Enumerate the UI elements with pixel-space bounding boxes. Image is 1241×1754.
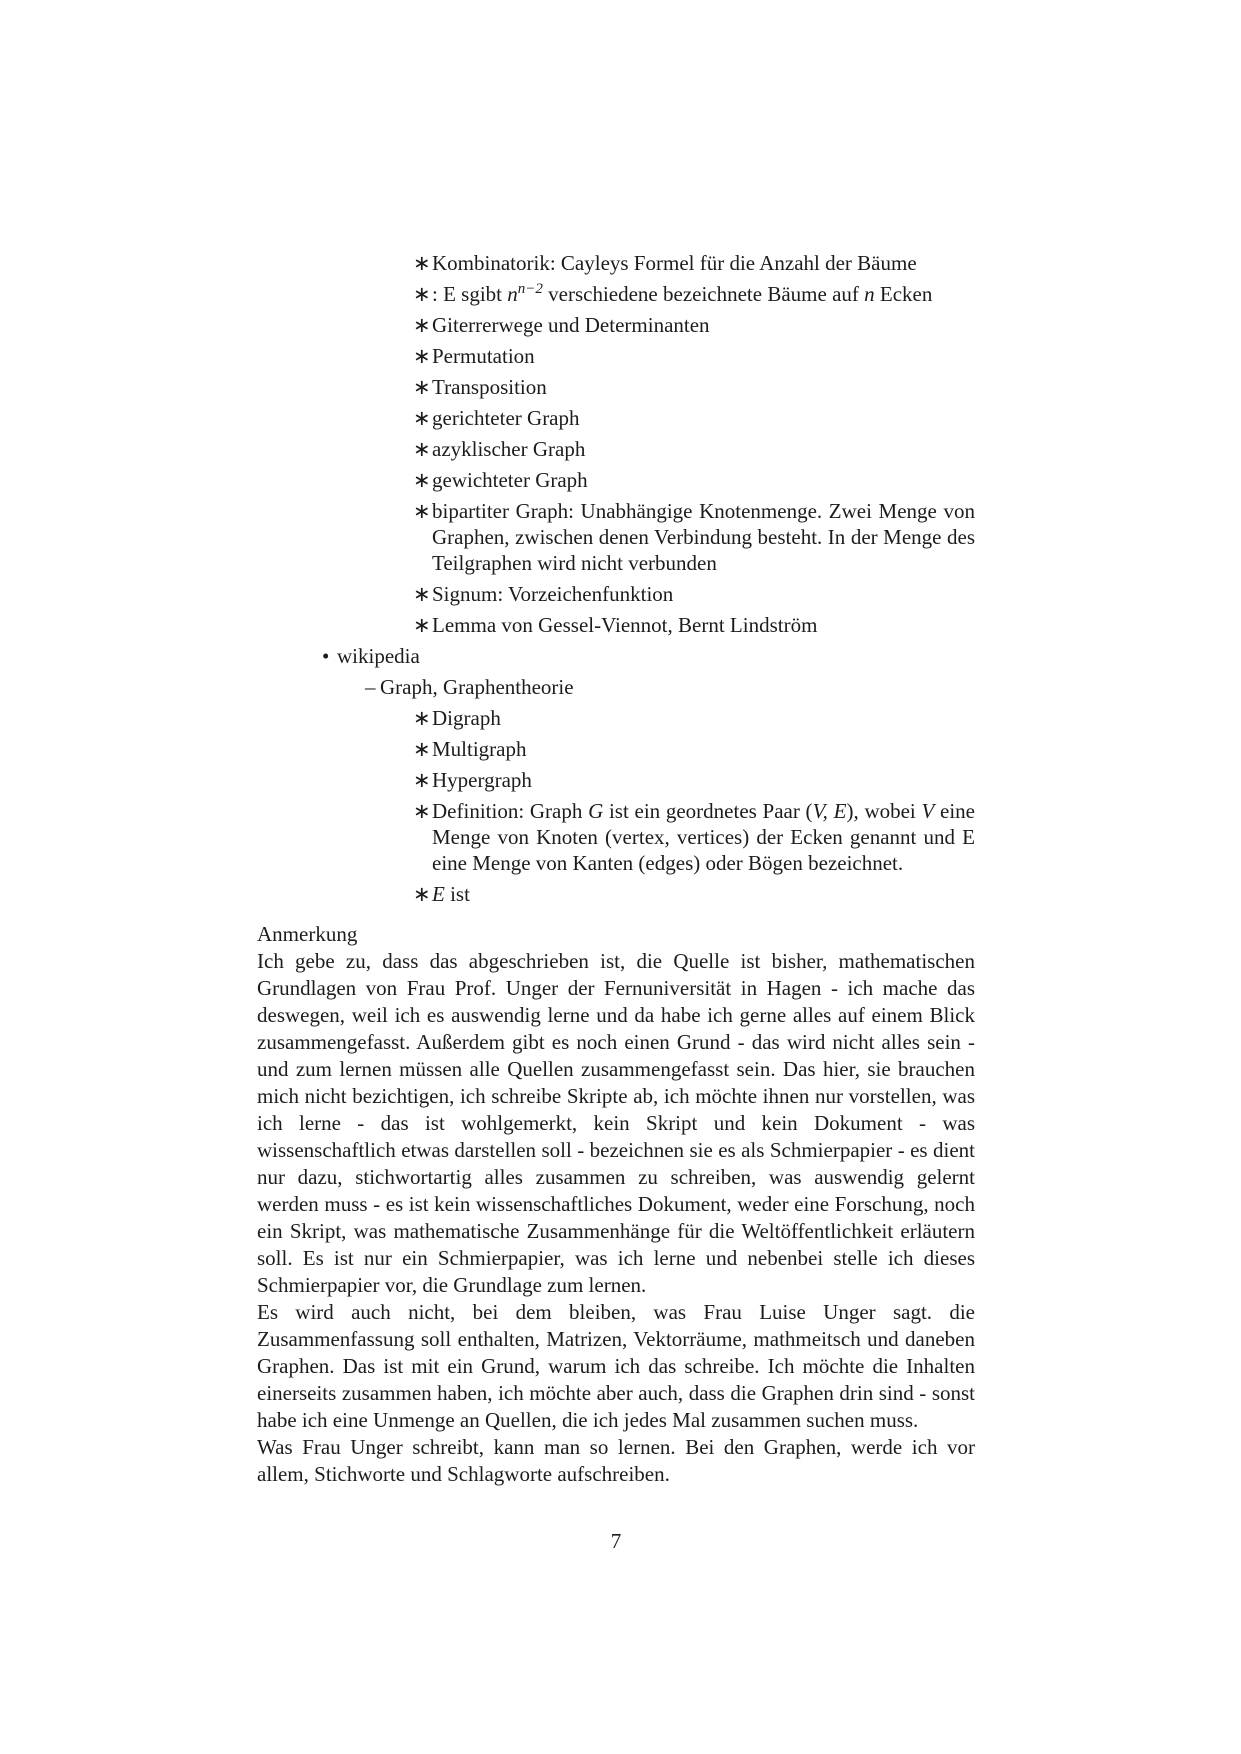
text-run: eine Menge von Knoten (vertex, vertices) der Ecken genannt und E eine Menge von Kanten (edges) oder Bögen bezeichnet. <box>432 799 975 875</box>
note-paragraph: Was Frau Unger schreibt, kann man so lernen. Bei den Graphen, werde ich vor allem, Stichworte und Schlagworte aufschreiben. <box>257 1435 975 1486</box>
text-run: V, E <box>812 799 847 823</box>
outline-item <box>257 767 975 793</box>
list-marker: ∗ <box>413 582 431 606</box>
outline-item <box>257 250 975 276</box>
text-run: wikipedia <box>337 644 420 668</box>
outline-item-text <box>432 799 975 875</box>
text-run: E <box>432 882 445 906</box>
outline-item-text <box>337 644 420 668</box>
outline-item-text <box>432 882 470 906</box>
outline-item-text <box>432 406 580 430</box>
list-marker: ∗ <box>413 613 431 637</box>
outline-item <box>257 467 975 493</box>
outline-item <box>257 612 975 638</box>
text-run: n <box>507 282 518 306</box>
outline-item-text <box>432 706 501 730</box>
text-run: Transposition <box>432 375 547 399</box>
list-marker: ∗ <box>413 882 431 906</box>
outline-item <box>257 736 975 762</box>
note-paragraph: Es wird auch nicht, bei dem bleiben, was Frau Luise Unger sagt. die Zusammenfassung soll enthalten, Matrizen, Vektorräume, mathmeitsch und daneben Graphen. Das ist mit ein Grund, warum ich das schreibe. Ich möchte die Inhalten einerseits zusammen haben, ich möchte aber auch, dass die Graphen drin sind - sonst habe ich eine Unmenge an Quellen, die ich jedes Mal zusammen suchen muss. <box>257 1300 975 1432</box>
list-marker: ∗ <box>413 768 431 792</box>
list-marker: • <box>322 644 330 668</box>
text-run: Digraph <box>432 706 501 730</box>
outline-item <box>257 343 975 369</box>
outline-item-text <box>432 582 673 606</box>
outline-item <box>257 881 975 907</box>
list-marker: ∗ <box>413 706 431 730</box>
outline-item-text <box>432 251 917 275</box>
text-run: V <box>921 799 935 823</box>
outline-item-text <box>432 768 532 792</box>
text-run: ), wobei <box>846 799 922 823</box>
note-section <box>257 921 975 1488</box>
note-paragraphs <box>257 948 975 1488</box>
text-run: Multigraph <box>432 737 527 761</box>
list-marker: – <box>365 675 376 699</box>
note-heading: Anmerkung <box>257 922 358 946</box>
outline-item <box>257 674 975 700</box>
outline-item <box>257 581 975 607</box>
outline-item-text <box>432 282 932 306</box>
math-superscript: n−2 <box>517 281 543 297</box>
list-marker: ∗ <box>413 344 431 368</box>
outline-item <box>257 643 975 669</box>
list-marker: ∗ <box>413 737 431 761</box>
text-run: Hypergraph <box>432 768 532 792</box>
outline-item <box>257 436 975 462</box>
text-run: n <box>864 282 875 306</box>
outline-item-text <box>432 613 817 637</box>
list-marker: ∗ <box>413 799 431 823</box>
outline-item-text <box>432 344 535 368</box>
text-run: gerichteter Graph <box>432 406 580 430</box>
outline-item <box>257 705 975 731</box>
list-marker: ∗ <box>413 468 431 492</box>
outline-item-text <box>380 675 574 699</box>
page-number: 7 <box>610 1529 622 1553</box>
list-marker: ∗ <box>413 282 431 306</box>
text-run: azyklischer Graph <box>432 437 586 461</box>
text-run: Giterrerwege und Determinanten <box>432 313 710 337</box>
text-run: Kombinatorik: Cayleys Formel für die Anzahl der Bäume <box>432 251 917 275</box>
text-run: gewichteter Graph <box>432 468 588 492</box>
text-run: Lemma von Gessel-Viennot, Bernt Lindström <box>432 613 818 637</box>
text-run: G <box>588 799 604 823</box>
list-marker: ∗ <box>413 251 431 275</box>
note-paragraph: Ich gebe zu, dass das abgeschrieben ist, die Quelle ist bisher, mathematischen Grundlagen von Frau Prof. Unger der Fernuniversität in Hagen - ich mache das deswegen, weil ich es auswendig lerne und da habe ich gerne alles auf einem Blick zusammengefasst. Außerdem gibt es noch einen Grund - das wird nicht alles sein - und zum lernen müssen alle Quellen zusammengefasst sein. Das hier, sie brauchen mich nicht bezichtigen, ich schreibe Skripte ab, ich möchte ihnen nur vorstellen, was ich lerne - das ist wohlgemerkt, kein Skript und kein Dokument - was wissenschaftlich etwas darstellen soll - bezeichnen sie es als Schmierpapier - es dient nur dazu, stichwortartig alles zusammen zu schreiben, was auswendig gelernt werden muss - es ist kein wissenschaftliches Dokument, weder eine Forschung, noch ein Skript, was mathematische Zusammenhänge für die Weltöffentlichkeit erläutern soll. Es ist nur ein Schmierpapier, was ich lerne und nebenbei stelle ich dieses Schmierpapier vor, die Grundlage zum lernen. <box>257 949 975 1297</box>
outline-item <box>257 281 975 307</box>
outline-item-text <box>432 313 710 337</box>
text-run: Ecken <box>874 282 933 306</box>
text-run: Permutation <box>432 344 535 368</box>
list-marker: ∗ <box>413 437 431 461</box>
text-run: Graph, Graphentheorie <box>380 675 574 699</box>
outline-item <box>257 498 975 576</box>
list-marker: ∗ <box>413 313 431 337</box>
outline-item <box>257 374 975 400</box>
text-run: verschiedene bezeichnete Bäume auf <box>542 282 865 306</box>
text-run: ist <box>444 882 470 906</box>
outline-item-text <box>432 437 585 461</box>
outline-item-text <box>432 468 588 492</box>
text-run: bipartiter Graph: Unabhängige Knotenmenge. Zwei Menge von Graphen, zwischen denen Verbindung besteht. In der Menge des Teilgraphen wird nicht verbunden <box>432 499 975 575</box>
outline-item-text <box>432 375 547 399</box>
outline-list <box>257 250 975 907</box>
text-run: ist ein geordnetes Paar ( <box>603 799 813 823</box>
list-marker: ∗ <box>413 499 431 523</box>
text-run: : E sgibt <box>432 282 508 306</box>
outline-item-text <box>432 737 527 761</box>
text-column <box>257 250 975 1488</box>
list-marker: ∗ <box>413 375 431 399</box>
text-run: Signum: Vorzeichenfunktion <box>432 582 674 606</box>
outline-item <box>257 312 975 338</box>
list-marker: ∗ <box>413 406 431 430</box>
outline-item <box>257 405 975 431</box>
outline-item-text <box>432 499 975 575</box>
text-run: Definition: Graph <box>432 799 589 823</box>
outline-item <box>257 798 975 876</box>
